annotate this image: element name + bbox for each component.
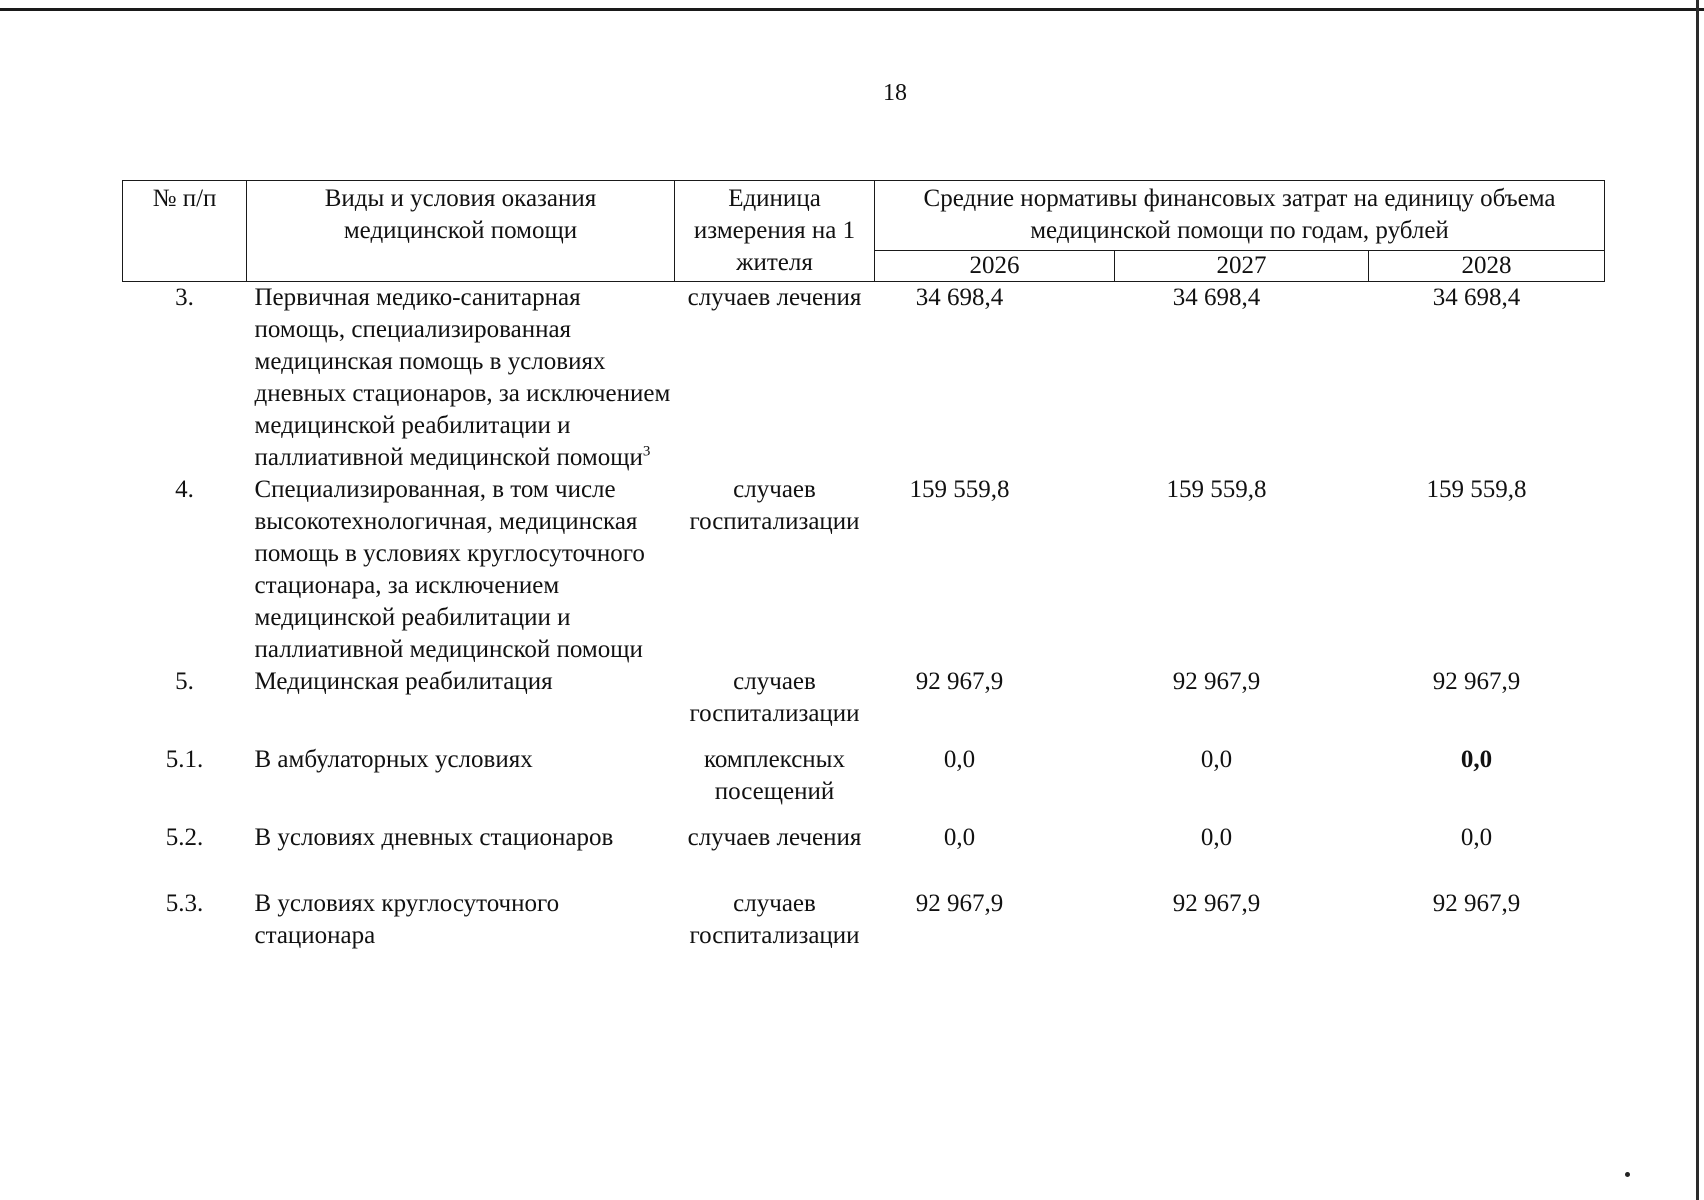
header-year-2028: 2028 [1369, 250, 1605, 281]
row-value-2028: 34 698,4 [1432, 284, 1521, 311]
header-unit: Единица измерения на 1 жителя [675, 181, 875, 282]
row-number: 5.1. [165, 746, 204, 773]
row-unit: случаев лечения [687, 284, 862, 311]
table-row [123, 888, 1605, 952]
table-row [123, 474, 1605, 666]
row-number: 5.2. [165, 824, 204, 851]
right-scan-border [1696, 0, 1699, 1200]
table-header [123, 181, 1605, 282]
row-value-2027: 0,0 [1200, 824, 1233, 851]
row-value-2026: 0,0 [943, 824, 976, 851]
page-number: 18 [883, 80, 907, 106]
table-row [123, 822, 1605, 888]
row-kind: В амбулаторных условиях [254, 746, 533, 773]
row-number: 5.3. [165, 890, 204, 917]
row-kind-cell [247, 282, 675, 475]
row-unit: случаев госпитализации [689, 890, 860, 949]
row-unit: комплексных посещений [704, 746, 845, 805]
page-number-area [0, 80, 1704, 107]
row-number: 4. [175, 476, 194, 503]
table-row [123, 666, 1605, 744]
header-year-2027: 2027 [1115, 250, 1369, 281]
row-value-2027: 0,0 [1200, 746, 1233, 773]
row-kind: Медицинская реабилитация [254, 668, 553, 695]
row-kind: В условиях дневных стационаров [254, 824, 614, 851]
row-value-2027: 92 967,9 [1172, 890, 1261, 917]
row-value-2028: 92 967,9 [1432, 890, 1521, 917]
row-kind: Первичная медико-санитарная помощь, специализированная медицинская помощь в условиях дневных стационаров, за исключением медицинской реабилитации и паллиативной медицинской помощи [254, 284, 671, 471]
row-unit: случаев лечения [687, 824, 862, 851]
scan-speck [1625, 1172, 1630, 1177]
financial-norms-table [122, 180, 1605, 952]
row-value-2027: 34 698,4 [1172, 284, 1261, 311]
row-value-2026: 92 967,9 [915, 890, 1004, 917]
row-value-2027: 159 559,8 [1166, 476, 1267, 503]
row-value-2028: 0,0 [1460, 746, 1493, 773]
row-kind: В условиях круглосуточного стационара [254, 890, 560, 949]
row-value-2028: 159 559,8 [1426, 476, 1527, 503]
table-body [123, 282, 1605, 953]
table-row [123, 744, 1605, 822]
row-value-2026: 34 698,4 [915, 284, 1004, 311]
row-unit: случаев госпитализации [689, 476, 860, 535]
row-value-2026: 92 967,9 [915, 668, 1004, 695]
header-kind: Виды и условия оказания медицинской помощи [247, 181, 675, 282]
row-value-2026: 0,0 [943, 746, 976, 773]
footnote-ref: 3 [642, 443, 651, 460]
row-value-2027: 92 967,9 [1172, 668, 1261, 695]
row-value-2028: 92 967,9 [1432, 668, 1521, 695]
row-value-2026: 159 559,8 [909, 476, 1010, 503]
top-scan-border [0, 8, 1704, 11]
header-norms-group: Средние нормативы финансовых затрат на единицу объема медицинской помощи по годам, рублей [875, 181, 1605, 251]
header-year-2026: 2026 [875, 250, 1115, 281]
header-num: № п/п [123, 181, 247, 282]
row-number: 5. [175, 668, 194, 695]
row-number: 3. [175, 284, 194, 311]
row-kind: Специализированная, в том числе высокотехнологичная, медицинская помощь в условиях круглосуточного стационара, за исключением медицинской реабилитации и паллиативной медицинской помощи [254, 476, 645, 663]
row-value-2028: 0,0 [1460, 824, 1493, 851]
table-row [123, 282, 1605, 475]
row-unit: случаев госпитализации [689, 668, 860, 727]
